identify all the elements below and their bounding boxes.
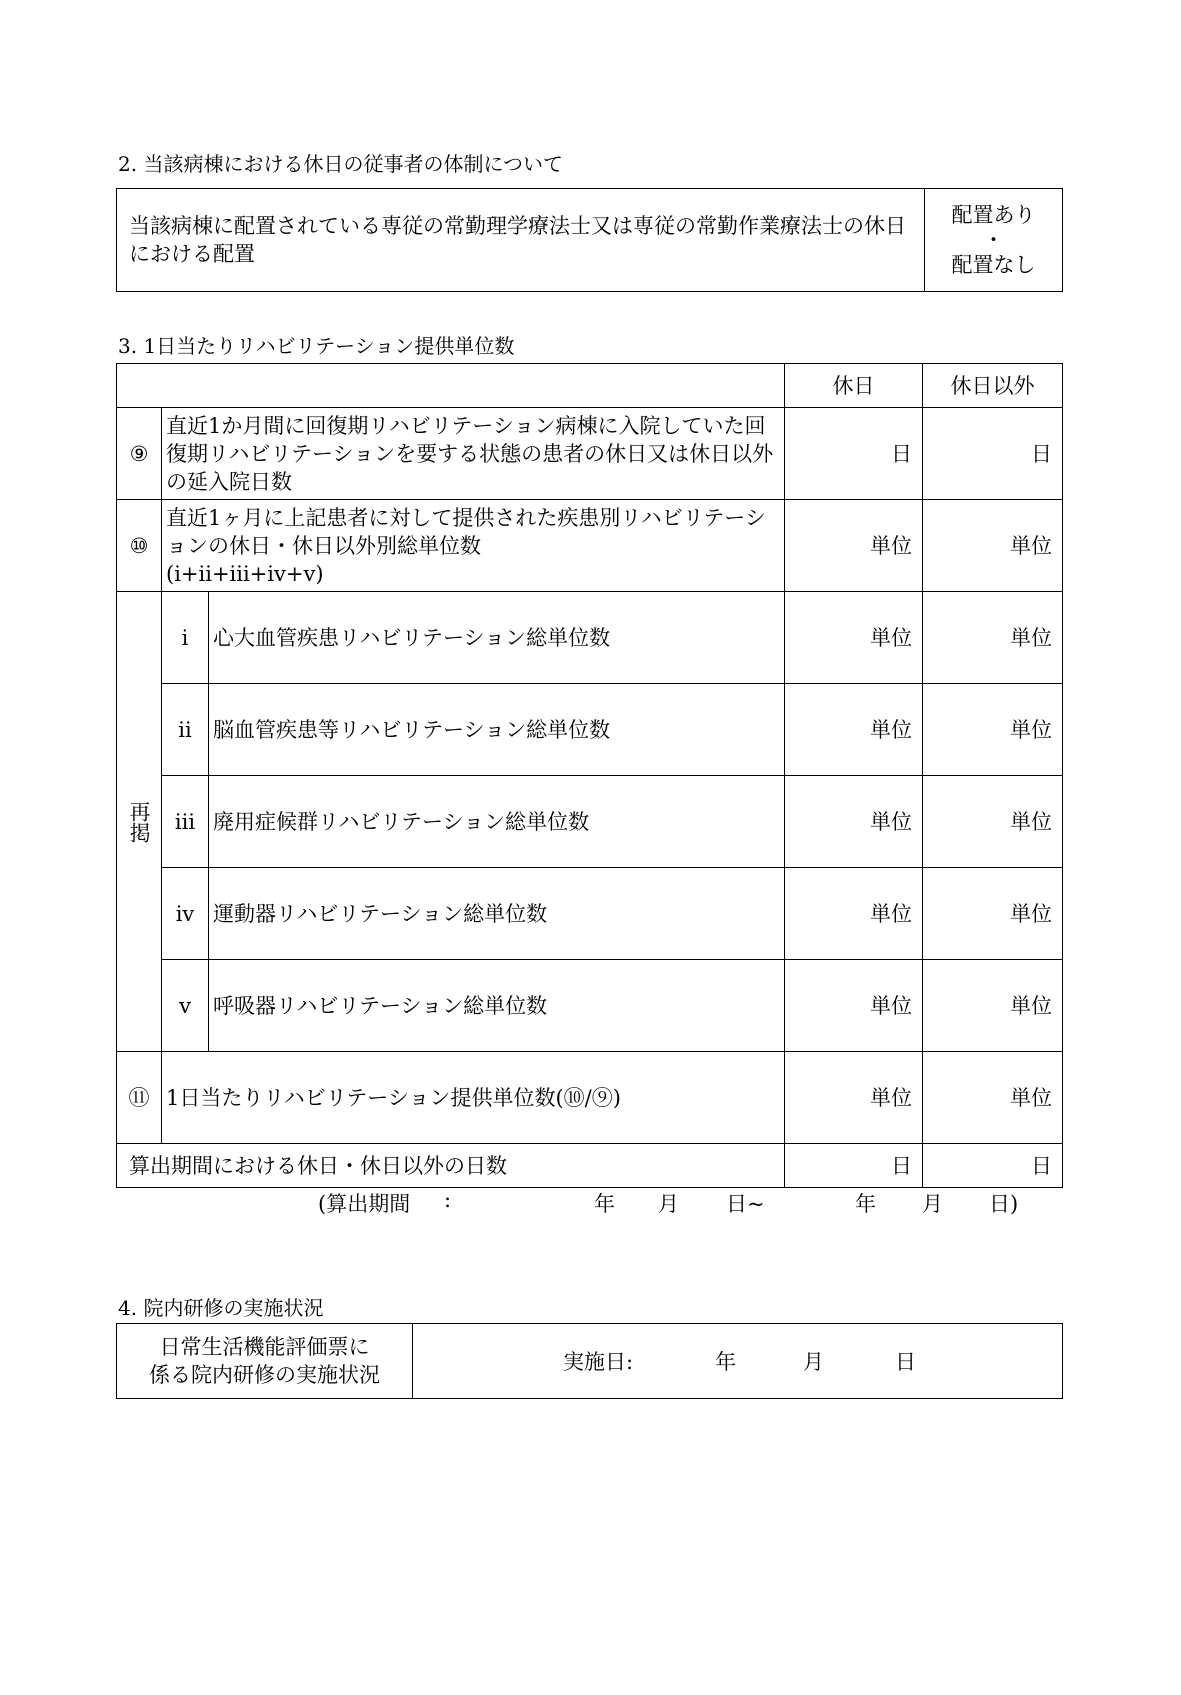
repost-label: 再掲	[127, 800, 151, 843]
sub-iv-label: 運動器リハビリテーション総単位数	[209, 868, 785, 960]
staffing-options	[925, 189, 1063, 292]
sub-v-holiday-unit: 単位	[785, 960, 923, 1052]
period-year2: 年	[855, 1192, 876, 1216]
section4-heading: 4. 院内研修の実施状況	[118, 1296, 324, 1320]
staffing-table	[116, 188, 1063, 292]
training-date-label: 実施日:	[563, 1350, 634, 1374]
sub-iii-holiday-unit: 単位	[785, 776, 923, 868]
sub-iii-number: iii	[162, 776, 209, 868]
section3-heading: 3. 1日当たりリハビリテーション提供単位数	[118, 334, 515, 358]
period-year1: 年	[594, 1192, 615, 1216]
sub-iii-label: 廃用症候群リハビリテーション総単位数	[209, 776, 785, 868]
sub-ii-label: 脳血管疾患等リハビリテーション総単位数	[209, 684, 785, 776]
row11-number: ⑪	[117, 1052, 162, 1144]
sub-v-number: v	[162, 960, 209, 1052]
sub-iii-weekday-unit: 単位	[923, 776, 1063, 868]
header-blank	[117, 364, 785, 408]
col-weekday-header: 休日以外	[923, 364, 1063, 408]
sub-v-weekday-unit: 単位	[923, 960, 1063, 1052]
sub-iv-number: iv	[162, 868, 209, 960]
period-day1: 日~	[726, 1192, 765, 1216]
option-no: 配置なし	[951, 253, 1036, 277]
training-date-year: 年	[715, 1350, 736, 1374]
training-date-cell	[413, 1324, 1063, 1399]
row9-label: 直近1か月間に回復期リハビリテーション病棟に入院していた回復期リハビリテーションを要する状態の患者の休日又は休日以外の延入院日数	[162, 408, 785, 500]
row9-number: ⑨	[117, 408, 162, 500]
period-open: (算出期間	[318, 1192, 411, 1216]
training-label-cell	[117, 1324, 413, 1399]
sub-i-weekday-unit: 単位	[923, 592, 1063, 684]
sub-ii-holiday-unit: 単位	[785, 684, 923, 776]
repost-cell	[117, 592, 162, 1052]
sub-v-label: 呼吸器リハビリテーション総単位数	[209, 960, 785, 1052]
period-month1: 月	[658, 1192, 679, 1216]
period-day2: 日)	[989, 1192, 1019, 1216]
row10-number: ⑩	[117, 500, 162, 592]
row11-weekday-unit: 単位	[923, 1052, 1063, 1144]
training-label-line1: 日常生活機能評価票に	[159, 1335, 370, 1359]
option-yes: 配置あり	[951, 203, 1036, 227]
row10-weekday-unit: 単位	[923, 500, 1063, 592]
row10-cell	[162, 500, 785, 592]
staffing-description: 当該病棟に配置されている専従の常勤理学療法士又は専従の常勤作業療法士の休日における配置	[117, 189, 925, 292]
sub-ii-number: ii	[162, 684, 209, 776]
sub-i-label: 心大血管疾患リハビリテーション総単位数	[209, 592, 785, 684]
days-row-weekday-unit: 日	[923, 1144, 1063, 1188]
sub-i-holiday-unit: 単位	[785, 592, 923, 684]
sub-iv-weekday-unit: 単位	[923, 868, 1063, 960]
rehab-units-table	[116, 363, 1063, 1188]
col-holiday-header: 休日	[785, 364, 923, 408]
section2-heading: 2. 当該病棟における休日の従事者の体制について	[118, 152, 564, 176]
row10-label: 直近1ヶ月に上記患者に対して提供された疾患別リハビリテーションの休日・休日以外別総単位数	[166, 505, 766, 558]
training-date-day: 日	[895, 1350, 916, 1374]
period-colon: :	[444, 1188, 452, 1212]
sub-ii-weekday-unit: 単位	[923, 684, 1063, 776]
period-month2: 月	[922, 1192, 943, 1216]
row9-weekday-unit: 日	[923, 408, 1063, 500]
row11-label: 1日当たりリハビリテーション提供単位数(⑩/⑨)	[162, 1052, 785, 1144]
days-row-holiday-unit: 日	[785, 1144, 923, 1188]
training-label-line2: 係る院内研修の実施状況	[149, 1363, 380, 1387]
row10-formula: (i+ii+iii+iv+v)	[166, 561, 324, 586]
training-date-month: 月	[803, 1350, 824, 1374]
days-row-label: 算出期間における休日・休日以外の日数	[117, 1144, 785, 1188]
option-dot: ・	[983, 228, 1004, 252]
row10-holiday-unit: 単位	[785, 500, 923, 592]
row11-holiday-unit: 単位	[785, 1052, 923, 1144]
row9-holiday-unit: 日	[785, 408, 923, 500]
sub-iv-holiday-unit: 単位	[785, 868, 923, 960]
sub-i-number: i	[162, 592, 209, 684]
training-table	[116, 1323, 1063, 1399]
